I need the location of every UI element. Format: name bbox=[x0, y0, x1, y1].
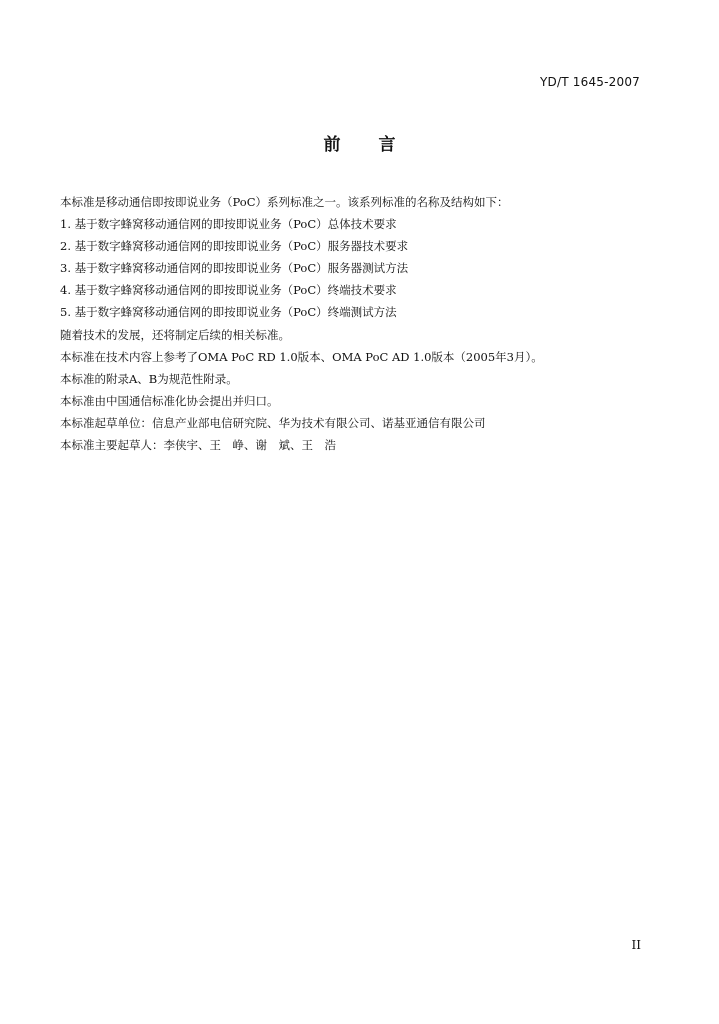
foreword-intro-line: 本标准是移动通信即按即说业务（PoC）系列标准之一。该系列标准的名称及结构如下： bbox=[60, 195, 509, 209]
page-number: II bbox=[631, 938, 641, 952]
page-title bbox=[0, 130, 719, 155]
drafters-line: 本标准主要起草人：李侠宇、王 峥、谢 斌、王 浩 bbox=[60, 438, 336, 453]
future-standards-line: 随着技术的发展，还将制定后续的相关标准。 bbox=[60, 327, 290, 342]
page-title-char-1: 前 bbox=[323, 135, 341, 155]
page-title-char-2: 言 bbox=[378, 135, 396, 155]
series-list-item: 1. 基于数字蜂窝移动通信网的即按即说业务（PoC）总体技术要求 bbox=[60, 217, 397, 232]
reference-line: 本标准在技术内容上参考了OMA PoC RD 1.0版本、OMA PoC AD 1.0版本（2005年3月）。 bbox=[60, 349, 543, 364]
standard-code: YD/T 1645-2007 bbox=[540, 75, 640, 89]
foreword-body bbox=[60, 191, 660, 456]
series-list-item: 2. 基于数字蜂窝移动通信网的即按即说业务（PoC）服务器技术要求 bbox=[60, 239, 409, 254]
annex-line: 本标准的附录A、B为规范性附录。 bbox=[60, 371, 238, 386]
series-list-item: 4. 基于数字蜂窝移动通信网的即按即说业务（PoC）终端技术要求 bbox=[60, 283, 397, 298]
series-list-item: 5. 基于数字蜂窝移动通信网的即按即说业务（PoC）终端测试方法 bbox=[60, 305, 397, 320]
series-list-item: 3. 基于数字蜂窝移动通信网的即按即说业务（PoC）服务器测试方法 bbox=[60, 261, 409, 276]
drafting-units-line: 本标准起草单位：信息产业部电信研究院、华为技术有限公司、诺基亚通信有限公司 bbox=[60, 415, 486, 430]
proposer-line: 本标准由中国通信标准化协会提出并归口。 bbox=[60, 393, 279, 408]
